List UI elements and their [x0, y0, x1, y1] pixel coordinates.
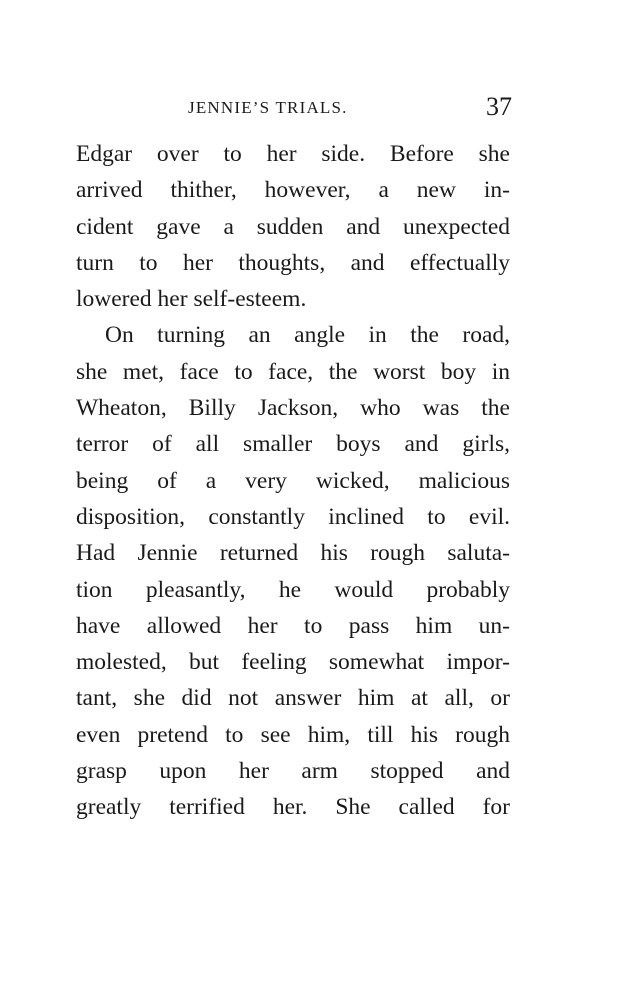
body-text [76, 136, 510, 826]
text-line: even pretend to see him, till his rough [76, 721, 510, 748]
text-line: Edgar over to her side. Before she [76, 141, 510, 167]
text-line: Had Jennie returned his rough saluta- [76, 540, 510, 567]
running-head [76, 92, 512, 126]
text-line: molested, but feeling somewhat impor- [76, 649, 510, 676]
text-line: have allowed her to pass him un- [76, 612, 510, 639]
text-line: Wheaton, Billy Jackson, who was the [76, 395, 510, 422]
text-line: terror of all smaller boys and girls, [76, 431, 510, 458]
text-line: being of a very wicked, malicious [76, 467, 510, 494]
page-number: 37 [486, 92, 512, 121]
text-line: disposition, constantly inclined to evil. [76, 503, 510, 530]
text-line: greatly terrified her. She called for [76, 794, 510, 821]
text-line: cident gave a sudden and unexpected [76, 213, 510, 240]
text-line: tion pleasantly, he would probably [76, 576, 510, 603]
text-line: arrived thither, however, a new in- [76, 177, 510, 204]
text-line: grasp upon her arm stopped and [76, 758, 510, 785]
text-line: she met, face to face, the worst boy in [76, 358, 510, 385]
running-head-title: JENNIE’S TRIALS. [188, 98, 348, 117]
text-line: turn to her thoughts, and effectually [76, 249, 510, 276]
text-line: tant, she did not answer him at all, or [76, 685, 510, 712]
text-line: lowered her self-esteem. [76, 286, 307, 313]
text-line: On turning an angle in the road, [105, 322, 510, 349]
